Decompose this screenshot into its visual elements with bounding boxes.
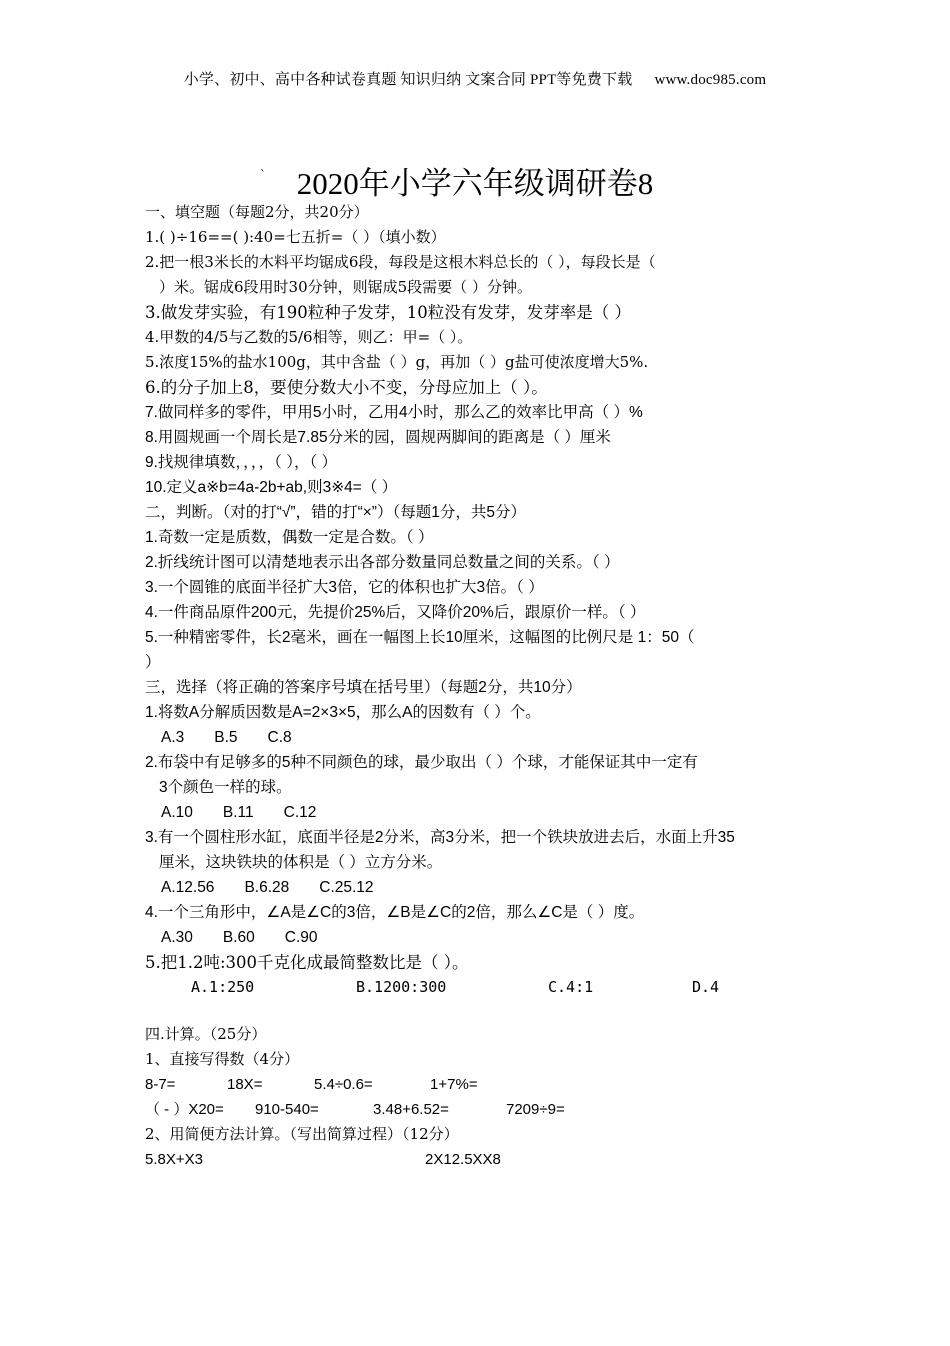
s3-q5: 5.把1.2吨:300千克化成最简整数比是（ ）。	[145, 953, 469, 972]
option-a: A.1:250	[191, 978, 255, 996]
option-b: B.11	[222, 804, 254, 821]
s1-q6: 6.的分子加上8，要使分数大小不变，分母应加上（ ）。	[145, 378, 548, 397]
s1-q2-line2: ）米。锯成6段用时30分钟，则锯成5段需要（ ）分钟。	[159, 278, 532, 296]
s1-q7: 7.做同样多的零件，甲用5小时，乙用4小时，那么乙的效率比甲高（ ）%	[145, 404, 643, 421]
s2-q5-line1: 5.一种精密零件，长2毫米，画在一幅图上长10厘米，这幅图的比例尺是 1：50（	[145, 629, 695, 646]
s3-q2-line2: 3个颜色一样的球。	[159, 779, 292, 796]
section-gap	[145, 1000, 810, 1022]
option-c: C.25.12	[319, 879, 374, 896]
s3-q4: 4.一个三角形中，∠A是∠C的3倍，∠B是∠C的2倍，那么∠C是（ ）度。	[145, 904, 645, 921]
s3-q1: 1.将数A分解质因数是A=2×3×5，那么A的因数有（ ）个。	[145, 704, 541, 721]
calc-item: 7209÷9=	[506, 1101, 565, 1118]
calc-item: 2X12.5XX8	[425, 1151, 501, 1168]
section3-heading: 三，选择（将正确的答案序号填在括号里）（每题2分，共10分）	[145, 679, 582, 696]
calc-item: 910-540=	[255, 1101, 319, 1118]
s3-q3-line2: 厘米，这块铁块的体积是（ ）立方分米。	[159, 854, 443, 871]
option-c: C.8	[267, 729, 292, 746]
option-c: C.90	[284, 929, 318, 946]
s2-q4: 4.一件商品原件200元，先提价25%后，又降价20%后，跟原价一样。（ ）	[145, 604, 646, 621]
calc-item: 8-7=	[145, 1076, 176, 1093]
option-b: B.60	[222, 929, 255, 946]
s1-q4: 4.甲数的4/5与乙数的5/6相等，则乙：甲=（ ）。	[145, 328, 473, 346]
calc-item: 1+7%=	[430, 1076, 478, 1093]
calc-item: 3.48+6.52=	[373, 1101, 449, 1118]
section2-heading: 二，判断。（对的打“√”，错的打“×”）（每题1分，共5分）	[145, 504, 526, 521]
exam-content	[145, 200, 810, 1172]
option-a: A.12.56	[161, 879, 215, 896]
s1-q5: 5.浓度15%的盐水100g，其中含盐（ ）g，再加（ ）g盐可使浓度增大5%.	[145, 353, 649, 371]
section1-heading: 一、填空题（每题2分，共20分）	[145, 203, 369, 221]
s3-q5-options	[145, 975, 810, 1000]
calc-item: （ - ）X20=	[145, 1101, 224, 1118]
calc-item: 5.4÷0.6=	[314, 1076, 373, 1093]
s3-q2-options	[145, 800, 810, 825]
section4-heading: 四.计算。（25分）	[145, 1025, 267, 1043]
s1-q9: 9.找规律填数，，，，（ ），（ ）	[145, 454, 338, 471]
s1-q8: 8.用圆规画一个周长是7.85分米的园，圆规两脚间的距离是（ ）厘米	[145, 429, 611, 446]
s1-q1: 1.( )÷16==( ):40=七五折=（ ）（填小数）	[145, 228, 446, 246]
exam-title: 2020年小学六年级调研卷8	[296, 166, 654, 201]
s4-row2	[145, 1097, 810, 1122]
s2-q1: 1.奇数一定是质数，偶数一定是合数。（ ）	[145, 529, 434, 546]
s4-row3	[145, 1147, 810, 1172]
s4-row1	[145, 1072, 810, 1097]
s2-q3: 3.一个圆锥的底面半径扩大3倍，它的体积也扩大3倍。（ ）	[145, 579, 544, 596]
s1-q10: 10.定义a※b=4a-2b+ab,则3※4=（ ）	[145, 479, 398, 496]
s3-q3-options	[145, 875, 810, 900]
option-b: B.5	[214, 729, 238, 746]
title-mark: `	[260, 168, 266, 182]
s4-sub2: 2、用简便方法计算。（写出简算过程）（12分）	[145, 1125, 459, 1143]
s1-q3: 3.做发芽实验，有190粒种子发芽，10粒没有发芽，发芽率是（ ）	[145, 303, 631, 322]
calc-item: 18X=	[227, 1076, 263, 1093]
header-text: 小学、初中、高中各种试卷真题 知识归纳 文案合同 PPT等免费下载	[183, 72, 633, 88]
option-c: C.12	[283, 804, 317, 821]
option-b: B.1200:300	[356, 978, 447, 996]
s3-q4-options	[145, 925, 810, 950]
option-a: A.30	[161, 929, 193, 946]
option-a: A.10	[161, 804, 193, 821]
calc-item: 5.8X+X3	[145, 1151, 203, 1168]
option-b: B.6.28	[244, 879, 290, 896]
option-a: A.3	[161, 729, 185, 746]
s3-q1-options	[145, 725, 810, 750]
option-c: C.4:1	[548, 978, 594, 996]
header-site-link[interactable]: www.doc985.com	[654, 72, 767, 88]
option-d: D.4	[692, 978, 720, 996]
s3-q2-line1: 2.布袋中有足够多的5种不同颜色的球，最少取出（ ）个球，才能保证其中一定有	[145, 754, 698, 771]
s3-q3-line1: 3.有一个圆柱形水缸，底面半径是2分米，高3分米，把一个铁块放进去后，水面上升35	[145, 829, 735, 846]
s2-q2: 2.折线统计图可以清楚地表示出各部分数量同总数量之间的关系。（ ）	[145, 554, 620, 571]
s2-q5-line2: ）	[145, 654, 161, 671]
page-header	[0, 68, 950, 89]
s1-q2-line1: 2.把一根3米长的木料平均锯成6段，每段是这根木料总长的（ ），每段长是（	[145, 253, 656, 271]
s4-sub1: 1、直接写得数（4分）	[145, 1050, 300, 1068]
